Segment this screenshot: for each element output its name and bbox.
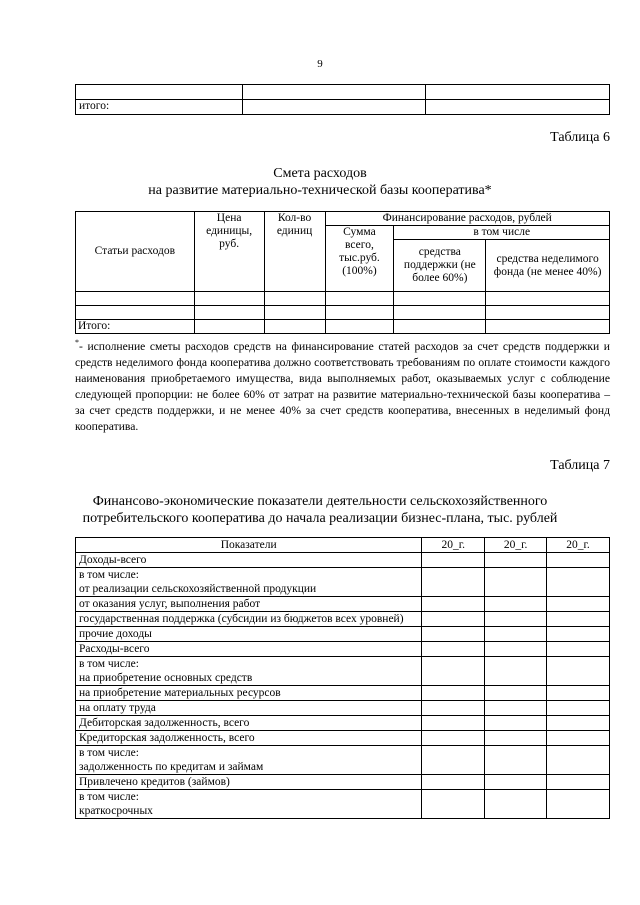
value-cell <box>485 657 547 686</box>
footnote <box>75 339 610 435</box>
value-cell <box>485 568 547 597</box>
table-row <box>76 790 610 819</box>
value-cell <box>485 775 547 790</box>
indicator-label: в том числе: краткосрочных <box>76 790 422 819</box>
table-row <box>76 612 610 627</box>
value-cell <box>547 657 610 686</box>
total-label: итого: <box>76 100 243 115</box>
indicator-label: в том числе: задолженность по кредитам и займам <box>76 746 422 775</box>
value-cell <box>485 553 547 568</box>
value-cell <box>422 612 485 627</box>
indicator-label: в том числе: от реализации сельскохозяйственной продукции <box>76 568 422 597</box>
table-row <box>76 701 610 716</box>
indicator-label: государственная поддержка (субсидии из бюджетов всех уровней) <box>76 612 422 627</box>
value-cell <box>422 553 485 568</box>
table7-financial-indicators <box>75 537 610 819</box>
value-cell <box>485 627 547 642</box>
value-cell <box>547 627 610 642</box>
header-indivisible: средства неделимого фонда (не менее 40%) <box>486 240 610 292</box>
value-cell <box>547 731 610 746</box>
value-cell <box>422 657 485 686</box>
value-cell <box>485 701 547 716</box>
header-items: Статьи расходов <box>76 212 195 292</box>
value-cell <box>422 627 485 642</box>
table7-caption: Таблица 7 <box>550 458 610 473</box>
indicator-label: Расходы-всего <box>76 642 422 657</box>
table-row <box>76 292 610 306</box>
table-row <box>76 306 610 320</box>
header-financing: Финансирование расходов, рублей <box>325 212 610 226</box>
previous-table-tail <box>75 84 610 115</box>
value-cell <box>547 612 610 627</box>
header-support: средства поддержки (не более 60%) <box>394 240 486 292</box>
total-label: Итого: <box>76 320 195 334</box>
value-cell <box>485 642 547 657</box>
table6-expense-estimate <box>75 211 610 334</box>
table-row <box>76 320 610 334</box>
table-row <box>76 686 610 701</box>
header-including: в том числе <box>394 226 610 240</box>
value-cell <box>547 686 610 701</box>
table7-title-line1: Финансово-экономические показатели деятельности сельскохозяйственного <box>92 494 548 509</box>
value-cell <box>547 597 610 612</box>
table6-title-line1: Смета расходов <box>273 166 367 181</box>
value-cell <box>422 775 485 790</box>
table6-title-line2: на развитие материально-технической базы кооператива* <box>148 183 492 198</box>
value-cell <box>547 746 610 775</box>
indicator-label: Доходы-всего <box>76 553 422 568</box>
value-cell <box>485 731 547 746</box>
table-row <box>76 657 610 686</box>
header-indicators: Показатели <box>76 538 422 553</box>
indicator-label: Кредиторская задолженность, всего <box>76 731 422 746</box>
value-cell <box>485 790 547 819</box>
value-cell <box>422 716 485 731</box>
table-row <box>76 100 610 115</box>
footnote-text: - исполнение сметы расходов средств на финансирование статей расходов за счет средств поддержки и средств неделимого фонда кооператива должно соответствовать требованиям по оплате стоимости каждого наименования приобретаемого имущества, вида выполняемых работ, оказываемых услуг с соблюдение следующей пропорции: не более 60% от затрат на развитие материально-технической базы кооператива – за счет средств поддержки, и не менее 40% за счет средств кооператива, внесенных в неделимый фонд кооператива. <box>75 340 610 433</box>
header-unit-price: Цена единицы, руб. <box>194 212 264 292</box>
value-cell <box>547 716 610 731</box>
table-row <box>76 731 610 746</box>
value-cell <box>485 612 547 627</box>
value-cell <box>547 775 610 790</box>
value-cell <box>422 790 485 819</box>
header-quantity: Кол-во единиц <box>264 212 325 292</box>
value-cell <box>422 731 485 746</box>
footnote-mark: * <box>75 338 79 347</box>
value-cell <box>422 701 485 716</box>
table-row <box>76 85 610 100</box>
table6-caption: Таблица 6 <box>550 130 610 145</box>
indicator-label: на приобретение материальных ресурсов <box>76 686 422 701</box>
table-row <box>76 775 610 790</box>
table7-title-line2: потребительского кооператива до начала реализации бизнес-плана, тыс. рублей <box>82 511 558 526</box>
indicator-label: от оказания услуг, выполнения работ <box>76 597 422 612</box>
indicator-label: Привлечено кредитов (займов) <box>76 775 422 790</box>
table-row <box>76 746 610 775</box>
indicator-label: на оплату труда <box>76 701 422 716</box>
value-cell <box>485 716 547 731</box>
value-cell <box>485 746 547 775</box>
table-row <box>76 553 610 568</box>
value-cell <box>485 686 547 701</box>
header-year-3: 20_г. <box>547 538 610 553</box>
value-cell <box>422 746 485 775</box>
table-row <box>76 568 610 597</box>
table-row <box>76 627 610 642</box>
value-cell <box>547 790 610 819</box>
value-cell <box>547 568 610 597</box>
page-number: 9 <box>317 58 323 70</box>
indicator-label: Дебиторская задолженность, всего <box>76 716 422 731</box>
value-cell <box>422 642 485 657</box>
value-cell <box>547 553 610 568</box>
value-cell <box>422 597 485 612</box>
value-cell <box>422 568 485 597</box>
header-year-1: 20_г. <box>422 538 485 553</box>
table-row <box>76 597 610 612</box>
header-total: Сумма всего, тыс.руб. (100%) <box>325 226 394 292</box>
table-row <box>76 642 610 657</box>
value-cell <box>547 642 610 657</box>
value-cell <box>547 701 610 716</box>
value-cell <box>422 686 485 701</box>
indicator-label: в том числе: на приобретение основных средств <box>76 657 422 686</box>
value-cell <box>485 597 547 612</box>
table-row <box>76 716 610 731</box>
indicator-label: прочие доходы <box>76 627 422 642</box>
header-year-2: 20_г. <box>485 538 547 553</box>
